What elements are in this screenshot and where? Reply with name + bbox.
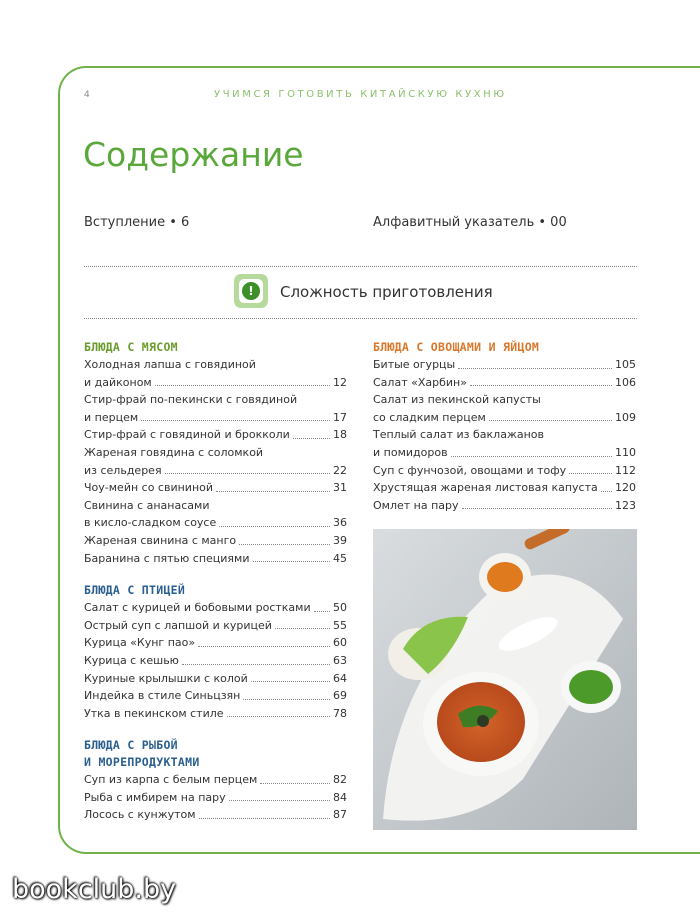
- dot-leader: [451, 456, 612, 457]
- toc-entry-line: Свинина с ананасами: [84, 498, 210, 512]
- toc-entry: [84, 532, 347, 550]
- toc-section: [373, 339, 636, 514]
- page-ref: 78: [333, 706, 347, 720]
- toc-entry: [84, 426, 347, 444]
- toc-entry-line: Стир-фрай по-пекински с говядиной: [84, 393, 298, 407]
- dot-leader: [569, 473, 612, 474]
- dot-leader: [198, 646, 330, 647]
- dot-leader: [251, 681, 330, 682]
- toc-entry: [84, 550, 347, 568]
- section-title: БЛЮДА С ОВОЩАМИ И ЯЙЦОМ: [373, 340, 540, 354]
- page-ref: 31: [333, 481, 347, 495]
- dot-leader: [275, 628, 330, 629]
- page-ref: 84: [333, 790, 347, 804]
- toc-entry: [84, 374, 347, 392]
- page-ref: 45: [333, 551, 347, 565]
- toc-entry: [84, 514, 347, 532]
- page-ref: 87: [333, 808, 347, 822]
- toc-section: [84, 339, 347, 567]
- toc-entry: [84, 687, 347, 705]
- toc-entry: [373, 374, 636, 392]
- page-ref: 18: [333, 428, 347, 442]
- entry-title: Битые огурцы: [373, 358, 456, 371]
- entry-title: Омлет на пару: [373, 498, 459, 512]
- dot-leader: [314, 611, 330, 612]
- toc-entry: [373, 462, 636, 480]
- divider-bottom: [84, 318, 637, 319]
- entry-title: Салат с курицей и бобовыми ростками: [84, 601, 311, 615]
- dot-leader: [243, 699, 330, 700]
- page-ref: 69: [333, 689, 347, 703]
- entry-title: Курица с кешью: [84, 653, 179, 667]
- dot-leader: [155, 385, 330, 386]
- entry-title: в кисло-сладком соусе: [84, 516, 217, 530]
- page-ref: 120: [615, 481, 636, 495]
- toc-entry: [373, 444, 636, 462]
- toc-entry-line: Теплый салат из баклажанов: [373, 428, 544, 442]
- entry-title: Утка в пекинском стиле: [84, 706, 224, 720]
- toc-entry: [84, 806, 347, 824]
- complexity-label: Сложность приготовления: [280, 283, 493, 301]
- entry-title: Острый суп с лапшой и курицей: [84, 618, 272, 632]
- entry-title: из сельдерея: [84, 463, 162, 477]
- dot-leader: [489, 420, 612, 421]
- entry-title: Рыба с имбирем на пару: [84, 790, 226, 804]
- food-photo: [373, 529, 637, 830]
- page-title: Содержание: [83, 135, 304, 174]
- dot-leader: [199, 818, 330, 819]
- toc-entry: [84, 479, 347, 497]
- toc-entry: [373, 409, 636, 427]
- page-ref: 60: [333, 636, 347, 650]
- toc-entry: [84, 705, 347, 723]
- entry-title: Индейка в стиле Синьцзян: [84, 689, 241, 703]
- entry-title: и перцем: [84, 410, 139, 424]
- toc-entry: [373, 479, 636, 497]
- page-ref: 109: [615, 410, 636, 424]
- dot-leader: [216, 491, 330, 492]
- toc-section: [84, 737, 347, 824]
- dot-leader: [182, 664, 330, 665]
- toc-entry: [84, 617, 347, 635]
- page-ref: 36: [333, 516, 347, 530]
- toc-entry: [84, 462, 347, 480]
- entry-title: Лосось с кунжутом: [84, 808, 196, 822]
- entry-title: Суп из карпа с белым перцем: [84, 773, 258, 787]
- index-entry: Алфавитный указатель • 00: [373, 215, 567, 230]
- entry-title: со сладким перцем: [373, 410, 486, 424]
- page-ref: 106: [615, 375, 636, 389]
- entry-title: Хрустящая жареная листовая капуста: [373, 481, 598, 495]
- entry-title: Суп с фунчозой, овощами и тофу: [373, 463, 567, 477]
- toc-entry: [84, 409, 347, 427]
- toc-column-left: [84, 339, 347, 824]
- divider-top: [84, 266, 637, 267]
- dot-leader: [141, 420, 330, 421]
- entry-title: Курица «Кунг пао»: [84, 636, 196, 650]
- toc-entry: [373, 497, 636, 515]
- toc-entry: [84, 789, 347, 807]
- page-number: 4: [84, 90, 90, 100]
- dot-leader: [293, 438, 330, 439]
- toc-entry-line: Салат из пекинской капусты: [373, 393, 541, 407]
- toc-entry-line: Холодная лапша с говядиной: [84, 358, 256, 371]
- page-ref: 64: [333, 671, 347, 685]
- entry-title: Чоу-мейн со свининой: [84, 481, 214, 495]
- dot-leader: [165, 473, 330, 474]
- toc-section: [84, 582, 347, 722]
- toc-entry: [84, 670, 347, 688]
- toc-entry: [84, 634, 347, 652]
- section-title: БЛЮДА С ПТИЦЕЙ: [84, 583, 186, 598]
- watermark: bookclub.by: [12, 874, 177, 905]
- page-ref: 50: [333, 601, 347, 615]
- entry-title: и дайконом: [84, 375, 152, 389]
- running-title: УЧИМСЯ ГОТОВИТЬ КИТАЙСКУЮ КУХНЮ: [214, 89, 507, 100]
- page-ref: 112: [615, 463, 636, 477]
- dot-leader: [601, 491, 612, 492]
- toc-entry-line: Жареная говядина с соломкой: [84, 445, 264, 459]
- dot-leader: [219, 526, 330, 527]
- section-title: И МОРЕПРОДУКТАМИ: [84, 755, 200, 770]
- page-ref: 39: [333, 533, 347, 547]
- dot-leader: [239, 544, 330, 545]
- entry-title: Баранина с пятью специями: [84, 551, 250, 565]
- page-ref: 17: [333, 410, 347, 424]
- dot-leader: [227, 716, 330, 717]
- page-ref: 123: [615, 498, 636, 512]
- toc-entry: [373, 356, 636, 374]
- page-ref: 12: [333, 375, 347, 389]
- page-ref: 105: [615, 358, 636, 371]
- page-ref: 55: [333, 618, 347, 632]
- dot-leader: [470, 385, 612, 386]
- entry-title: и помидоров: [373, 445, 448, 459]
- toc-column-right: [373, 339, 636, 514]
- toc-entry: [84, 771, 347, 789]
- complexity-icon: [234, 274, 268, 308]
- page-ref: 22: [333, 463, 347, 477]
- page-ref: 63: [333, 653, 347, 667]
- section-title: БЛЮДА С МЯСОМ: [84, 340, 178, 354]
- dot-leader: [458, 368, 612, 369]
- toc-entry: [84, 652, 347, 670]
- dot-leader: [462, 508, 612, 509]
- exclamation-icon: !: [242, 282, 260, 300]
- entry-title: Салат «Харбин»: [373, 375, 467, 389]
- page-ref: 110: [615, 445, 636, 459]
- entry-title: Стир-фрай с говядиной и брокколи: [84, 428, 290, 442]
- entry-title: Куриные крылышки с колой: [84, 671, 248, 685]
- intro-entry: Вступление • 6: [84, 215, 190, 230]
- dot-leader: [229, 800, 330, 801]
- entry-title: Жареная свинина с манго: [84, 533, 237, 547]
- section-title: БЛЮДА С РЫБОЙ: [84, 738, 178, 753]
- page-ref: 82: [333, 773, 347, 787]
- dot-leader: [253, 561, 331, 562]
- toc-entry: [84, 599, 347, 617]
- dot-leader: [260, 783, 330, 784]
